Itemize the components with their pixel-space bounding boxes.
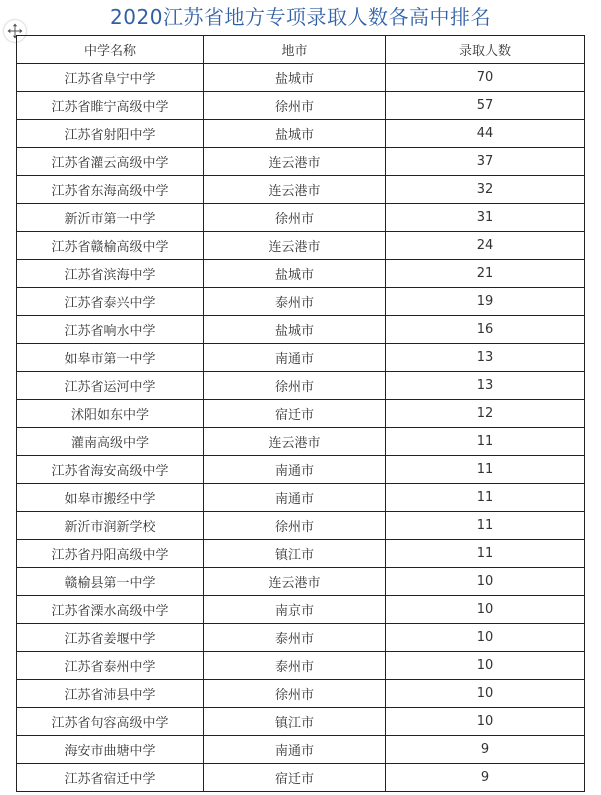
city-cell: 徐州市 (204, 204, 386, 232)
table-row (17, 652, 585, 680)
school-name-cell: 江苏省射阳中学 (17, 120, 204, 148)
header-admitted-count: 录取人数 (386, 36, 585, 64)
city-cell: 泰州市 (204, 624, 386, 652)
admitted-count-cell: 21 (386, 260, 585, 288)
school-name-cell: 江苏省东海高级中学 (17, 176, 204, 204)
school-name-cell: 如皋市第一中学 (17, 344, 204, 372)
school-name-cell: 江苏省运河中学 (17, 372, 204, 400)
school-name-cell: 赣榆县第一中学 (17, 568, 204, 596)
admitted-count-cell: 57 (386, 92, 585, 120)
school-name-cell: 江苏省溧水高级中学 (17, 596, 204, 624)
school-name-cell: 新沂市第一中学 (17, 204, 204, 232)
admitted-count-cell: 32 (386, 176, 585, 204)
admitted-count-cell: 11 (386, 456, 585, 484)
city-cell: 宿迁市 (204, 764, 386, 792)
city-cell: 连云港市 (204, 428, 386, 456)
school-name-cell: 沭阳如东中学 (17, 400, 204, 428)
table-row (17, 708, 585, 736)
school-name-cell: 江苏省泰州中学 (17, 652, 204, 680)
admitted-count-cell: 70 (386, 64, 585, 92)
city-cell: 南通市 (204, 736, 386, 764)
admitted-count-cell: 44 (386, 120, 585, 148)
table-row (17, 344, 585, 372)
city-cell: 徐州市 (204, 680, 386, 708)
table-row (17, 540, 585, 568)
table-header-row (17, 36, 585, 64)
city-cell: 南通市 (204, 484, 386, 512)
table-row (17, 568, 585, 596)
table-row (17, 260, 585, 288)
table-row (17, 148, 585, 176)
school-name-cell: 如皋市搬经中学 (17, 484, 204, 512)
city-cell: 连云港市 (204, 232, 386, 260)
table-row (17, 428, 585, 456)
admitted-count-cell: 10 (386, 708, 585, 736)
school-name-cell: 江苏省滨海中学 (17, 260, 204, 288)
admitted-count-cell: 10 (386, 680, 585, 708)
admitted-count-cell: 9 (386, 736, 585, 764)
table-row (17, 204, 585, 232)
table-row (17, 736, 585, 764)
table-row (17, 316, 585, 344)
admitted-count-cell: 12 (386, 400, 585, 428)
school-name-cell: 江苏省泰兴中学 (17, 288, 204, 316)
admitted-count-cell: 11 (386, 540, 585, 568)
school-name-cell: 江苏省灌云高级中学 (17, 148, 204, 176)
admitted-count-cell: 19 (386, 288, 585, 316)
admitted-count-cell: 13 (386, 372, 585, 400)
city-cell: 徐州市 (204, 372, 386, 400)
table-row (17, 92, 585, 120)
admitted-count-cell: 10 (386, 624, 585, 652)
city-cell: 盐城市 (204, 120, 386, 148)
admitted-count-cell: 10 (386, 652, 585, 680)
table-row (17, 120, 585, 148)
school-name-cell: 江苏省丹阳高级中学 (17, 540, 204, 568)
admitted-count-cell: 16 (386, 316, 585, 344)
admitted-count-cell: 11 (386, 512, 585, 540)
city-cell: 盐城市 (204, 64, 386, 92)
header-school-name: 中学名称 (17, 36, 204, 64)
table-row (17, 288, 585, 316)
table-row (17, 176, 585, 204)
city-cell: 盐城市 (204, 260, 386, 288)
city-cell: 镇江市 (204, 540, 386, 568)
school-name-cell: 海安市曲塘中学 (17, 736, 204, 764)
school-name-cell: 江苏省宿迁中学 (17, 764, 204, 792)
school-name-cell: 江苏省睢宁高级中学 (17, 92, 204, 120)
page-title: 2020江苏省地方专项录取人数各高中排名 (110, 5, 491, 29)
admitted-count-cell: 24 (386, 232, 585, 260)
admitted-count-cell: 10 (386, 568, 585, 596)
city-cell: 徐州市 (204, 512, 386, 540)
admitted-count-cell: 11 (386, 428, 585, 456)
admitted-count-cell: 13 (386, 344, 585, 372)
table-row (17, 484, 585, 512)
table-row (17, 456, 585, 484)
table-row (17, 400, 585, 428)
admitted-count-cell: 37 (386, 148, 585, 176)
admitted-count-cell: 10 (386, 596, 585, 624)
school-name-cell: 江苏省姜堰中学 (17, 624, 204, 652)
admitted-count-cell: 11 (386, 484, 585, 512)
school-name-cell: 新沂市润新学校 (17, 512, 204, 540)
header-city: 地市 (204, 36, 386, 64)
school-name-cell: 江苏省沛县中学 (17, 680, 204, 708)
school-name-cell: 江苏省阜宁中学 (17, 64, 204, 92)
table-row (17, 64, 585, 92)
school-name-cell: 江苏省响水中学 (17, 316, 204, 344)
table-row (17, 764, 585, 792)
school-name-cell: 江苏省海安高级中学 (17, 456, 204, 484)
city-cell: 宿迁市 (204, 400, 386, 428)
school-name-cell: 江苏省赣榆高级中学 (17, 232, 204, 260)
city-cell: 连云港市 (204, 148, 386, 176)
city-cell: 镇江市 (204, 708, 386, 736)
school-name-cell: 江苏省句容高级中学 (17, 708, 204, 736)
admitted-count-cell: 31 (386, 204, 585, 232)
table-row (17, 680, 585, 708)
city-cell: 泰州市 (204, 288, 386, 316)
city-cell: 徐州市 (204, 92, 386, 120)
city-cell: 盐城市 (204, 316, 386, 344)
admitted-count-cell: 9 (386, 764, 585, 792)
city-cell: 南京市 (204, 596, 386, 624)
table-row (17, 512, 585, 540)
ranking-table (16, 35, 585, 792)
school-name-cell: 灌南高级中学 (17, 428, 204, 456)
city-cell: 南通市 (204, 344, 386, 372)
city-cell: 南通市 (204, 456, 386, 484)
table-row (17, 596, 585, 624)
table-row (17, 372, 585, 400)
city-cell: 连云港市 (204, 568, 386, 596)
city-cell: 泰州市 (204, 652, 386, 680)
table-row (17, 624, 585, 652)
table-row (17, 232, 585, 260)
table-body (17, 64, 585, 792)
city-cell: 连云港市 (204, 176, 386, 204)
